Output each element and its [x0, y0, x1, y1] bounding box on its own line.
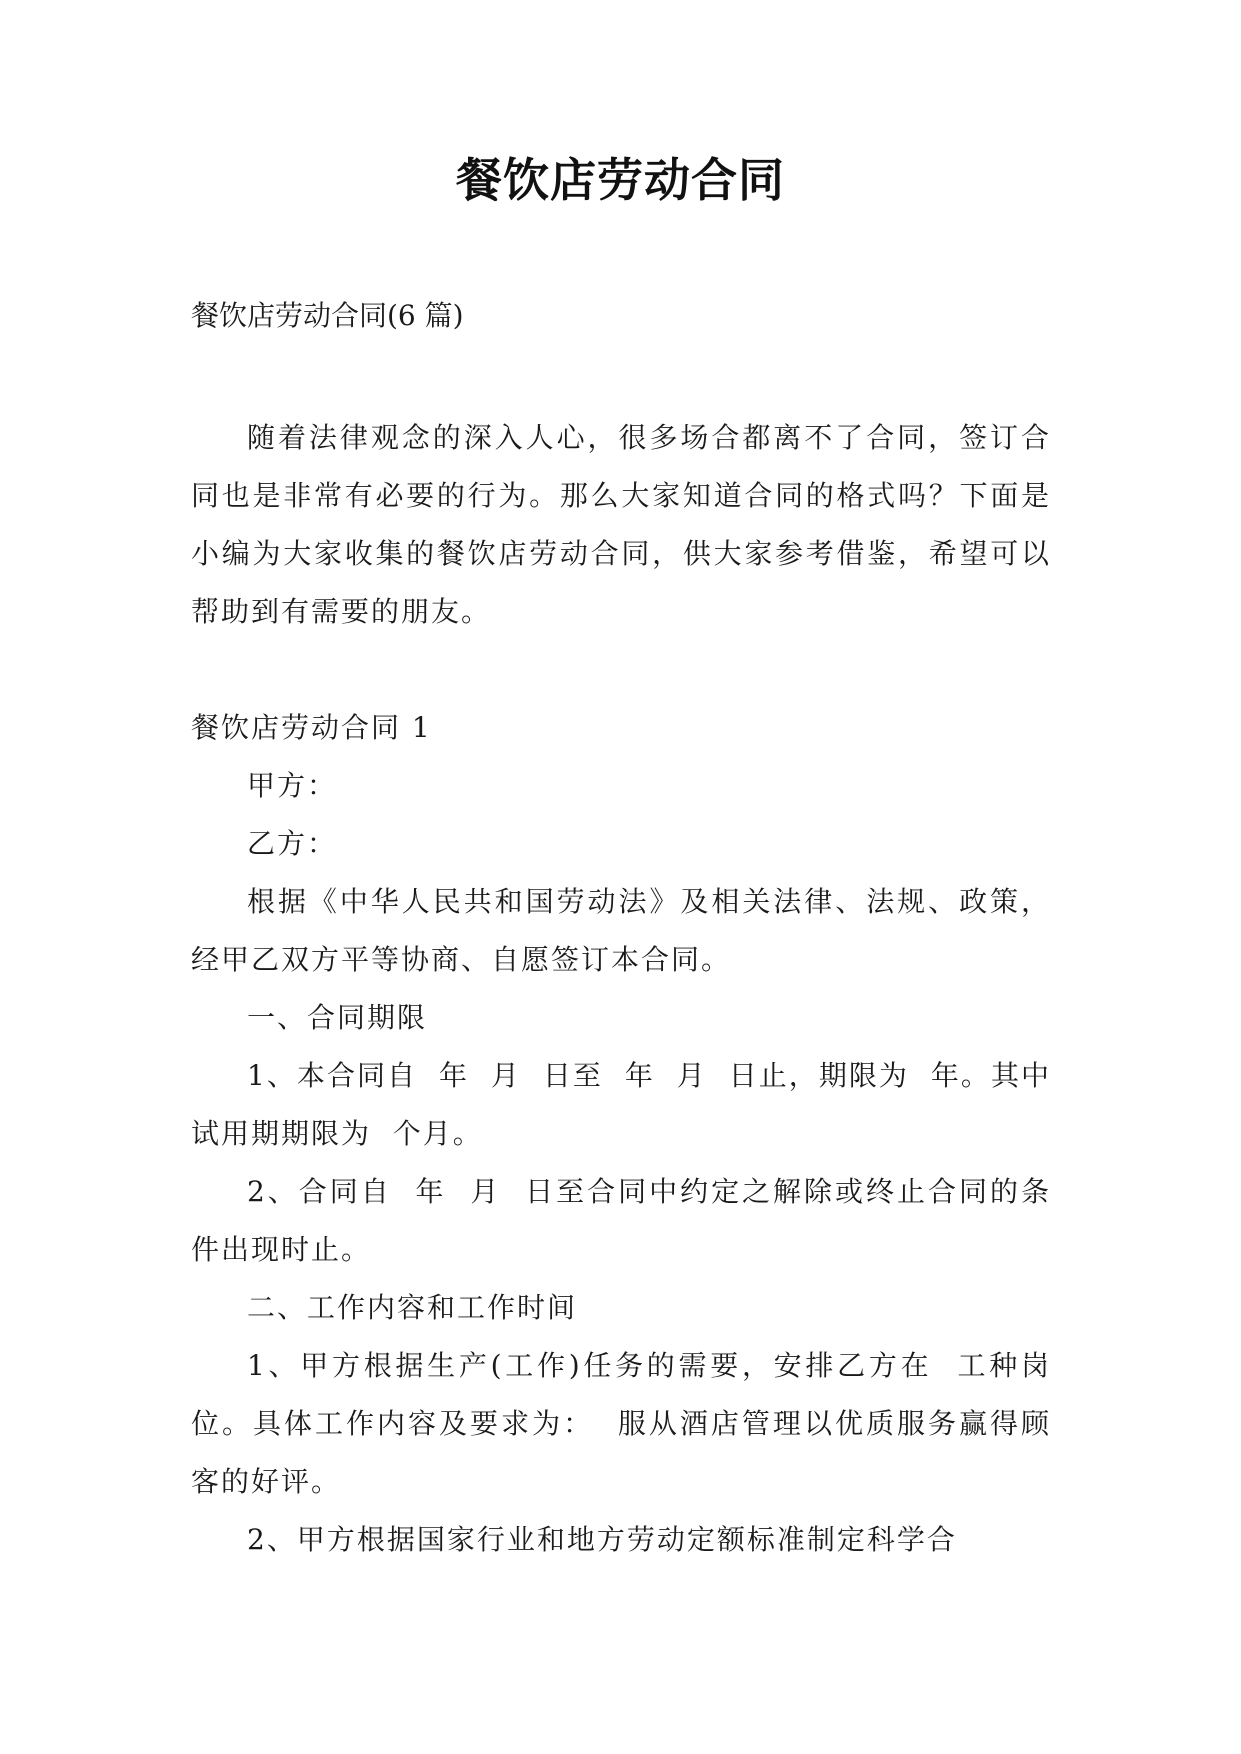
section-title: 餐饮店劳动合同 1 [191, 711, 432, 744]
clause-2-item-2: 2、甲方根据国家行业和地方劳动定额标准制定科学合 [247, 1523, 957, 1556]
clause-1-title: 一、合同期限 [247, 1001, 428, 1034]
party-b-line: 乙方： [247, 827, 338, 860]
clause-2-item-1: 1、甲方根据生产(工作)任务的需要，安排乙方在 工种岗位。具体工作内容及要求为： 服从酒店管理以优质服务赢得顾客的好评。 [191, 1349, 1051, 1498]
basis-paragraph: 根据《中华人民共和国劳动法》及相关法律、法规、政策，经甲乙双方平等协商、自愿签订本合同。 [191, 885, 1051, 976]
document-body [191, 409, 1051, 1569]
party-a-line: 甲方： [247, 769, 338, 802]
clause-1-item-2: 2、合同自 年 月 日至合同中约定之解除或终止合同的条件出现时止。 [191, 1175, 1051, 1266]
intro-paragraph: 随着法律观念的深入人心，很多场合都离不了合同，签订合同也是非常有必要的行为。那么大家知道合同的格式吗？下面是小编为大家收集的餐饮店劳动合同，供大家参考借鉴，希望可以帮助到有需要的朋友。 [191, 421, 1051, 628]
document-title: 餐饮店劳动合同 [456, 153, 785, 207]
clause-2-title: 二、工作内容和工作时间 [247, 1291, 578, 1324]
document-subtitle: 餐饮店劳动合同(6 篇) [191, 299, 464, 332]
clause-1-item-1: 1、本合同自 年 月 日至 年 月 日止，期限为 年。其中试用期期限为 个月。 [191, 1059, 1051, 1150]
